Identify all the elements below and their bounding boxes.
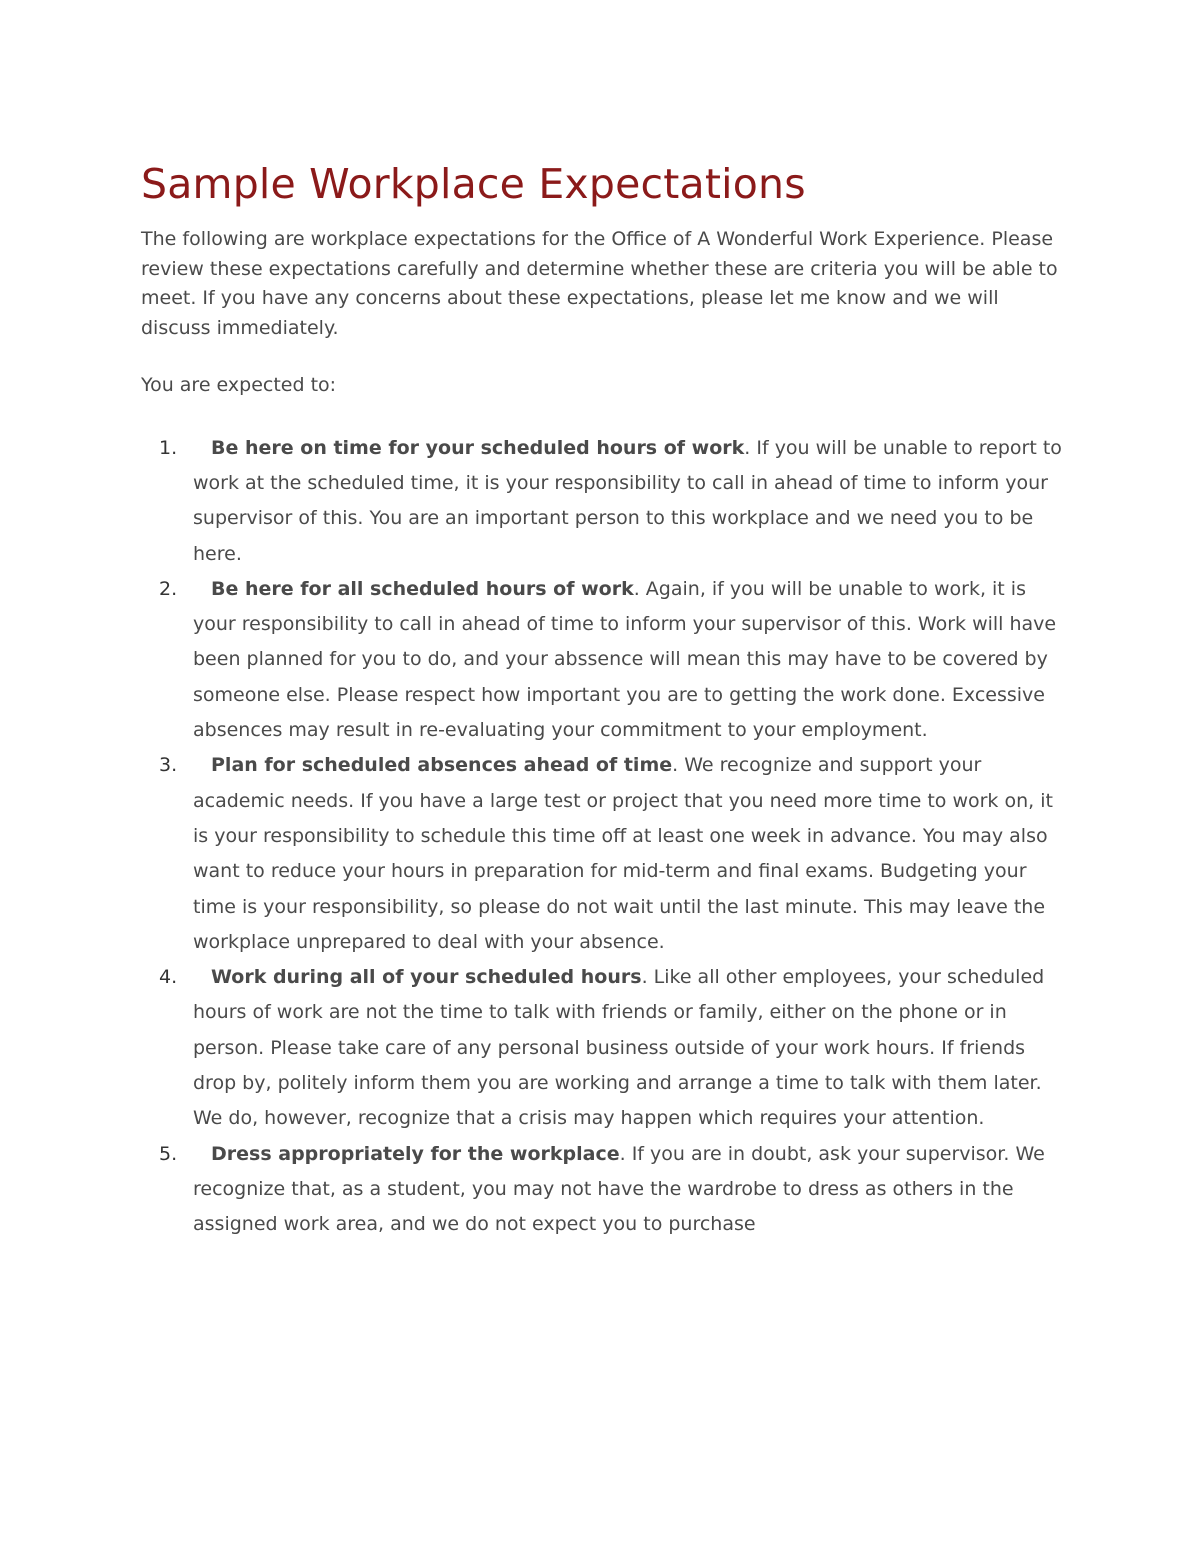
list-item xyxy=(141,748,1066,960)
list-item xyxy=(141,960,1066,1136)
list-item-heading: Be here on time for your scheduled hours of work xyxy=(211,436,745,459)
list-item-number: 2. xyxy=(159,577,178,600)
list-item-number: 4. xyxy=(159,966,178,989)
list-item-number: 5. xyxy=(159,1142,178,1165)
list-item-number: 1. xyxy=(159,436,178,459)
document-title: Sample Workplace Expectations xyxy=(141,160,806,208)
lead-paragraph: You are expected to: xyxy=(141,374,337,397)
list-item-body: . If you will be unable to report to work at the scheduled time, it is your responsibility to call in ahead of time to inform your supervisor of this. You are an important person to this workplace and we need you to be here. xyxy=(193,436,1062,565)
list-item-number: 3. xyxy=(159,754,178,777)
list-item-heading: Be here for all scheduled hours of work xyxy=(211,577,634,600)
document-page xyxy=(141,160,1066,1243)
list-item xyxy=(141,431,1066,572)
intro-paragraph: The following are workplace expectations for the Office of A Wonderful Work Experience. Please review these expectations carefully and determine whether these are criteria you will be able to meet. If you have any concerns about these expectations, please let me know and we will discuss immediately. xyxy=(141,228,1058,339)
list-item-heading: Plan for scheduled absences ahead of time xyxy=(211,754,673,777)
list-item-heading: Dress appropriately for the workplace xyxy=(211,1142,620,1165)
list-item-body: . Like all other employees, your scheduled hours of work are not the time to talk with friends or family, either on the phone or in person. Please take care of any personal business outside of your work hours. If friends drop by, politely inform them you are working and arrange a time to talk with them later. We do, however, recognize that a crisis may happen which requires your attention. xyxy=(193,966,1045,1130)
expectations-list xyxy=(141,431,1066,1243)
list-item-heading: Work during all of your scheduled hours xyxy=(211,966,642,989)
list-item-body: . If you are in doubt, ask your supervisor. We recognize that, as a student, you may not have the wardrobe to dress as others in the assigned work area, and we do not expect you to purchase xyxy=(193,1142,1045,1236)
list-item xyxy=(141,572,1066,748)
list-item-body: . We recognize and support your academic needs. If you have a large test or project that you need more time to work on, it is your responsibility to schedule this time off at least one week in advance. You may also want to reduce your hours in preparation for mid-term and final exams. Budgeting your time is your responsibility, so please do not wait until the last minute. This may leave the workplace unprepared to deal with your absence. xyxy=(193,754,1053,953)
list-item-body: . Again, if you will be unable to work, it is your responsibility to call in ahead of time to inform your supervisor of this. Work will have been planned for you to do, and your abssence will mean this may have to be covered by someone else. Please respect how important you are to getting the work done. Excessive absences may result in re-evaluating your commitment to your employment. xyxy=(193,577,1057,742)
list-item xyxy=(141,1137,1066,1243)
